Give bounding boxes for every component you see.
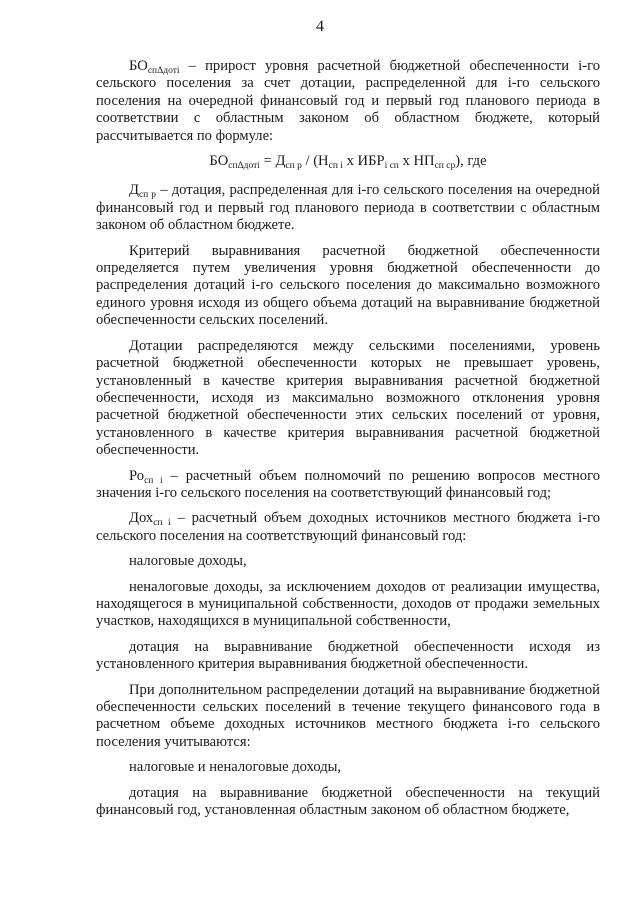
list-item-tax-revenue: налоговые доходы, (129, 553, 247, 570)
paragraph-criterion: Критерий выравнивания расчетной бюджетной обеспеченности определяется путем увеличения уровня бюджетной обеспеченности до распределения дотаций i-го сельского поселения до максимально возможного единого уровня исходя из общего объема дотаций на выравнивание бюджетной обеспеченности сельских поселений. (96, 242, 600, 329)
formula: $БО_{сп\Delta дотi} = Д_{сп р} / (Н_{сп i}$ х $ИБР_{i сп}$ х $НП_{сп ср}$), где (209, 153, 487, 172)
list-item-equalization-subsidy: дотация на выравнивание бюджетной обеспеченности исходя из установленного критерия выравнивания бюджетной обеспеченности. (96, 638, 600, 673)
paragraph-bo-increase-definition: $БО_{сп\Delta дотi}$ – прирост уровня расчетной бюджетной обеспеченности i-го сельского поселения за счет дотации, распределенной для i-го сельского поселения на очередной финансовый год и первый год планового периода в соответствии с областным законом об областном бюджете, который рассчитывается по формуле: (96, 58, 600, 144)
paragraph-additional-distribution: При дополнительном распределении дотаций на выравнивание бюджетной обеспеченности сельских поселений в течение текущего финансового года в расчетном объеме доходных источников местного бюджета i-го сельского поселения учитываются: (96, 681, 600, 750)
list-item-tax-and-non-tax-revenue: налоговые и неналоговые доходы, (129, 759, 342, 776)
list-item-non-tax-revenue: неналоговые доходы, за исключением доходов от реализации имущества, находящегося в муниципальной собственности, доходов от продажи земельных участков, находящихся в муниципальной собственности, (96, 578, 600, 630)
document-body (96, 58, 600, 827)
list-item-current-year-subsidy: дотация на выравнивание бюджетной обеспеченности на текущий финансовый год, установленная областным законом об областном бюджете, (96, 784, 600, 819)
paragraph-dox-definition: Дох$_{сп i}$ – расчетный объем доходных источников местного бюджета i-го сельского поселения на соответствующий финансовый год: (96, 510, 600, 544)
page-number: 4 (316, 18, 324, 35)
paragraph-subsidy-definition: $Д_{сп р}$ – дотация, распределенная для i-го сельского поселения на очередной финансовый год и первый год планового периода в соответствии с областным законом об областном бюджете. (96, 182, 600, 234)
paragraph-ro-definition: $Ро_{сп i}$ – расчетный объем полномочий по решению вопросов местного значения i-го сельского поселения на соответствующий финансовый год; (96, 467, 600, 501)
paragraph-distribution: Дотации распределяются между сельскими поселениями, уровень расчетной бюджетной обеспеченности которых не превышает уровень, установленный в качестве критерия выравнивания расчетной бюджетной обеспеченности, исходя из максимально возможного отклонения уровня расчетной бюджетной обеспеченности этих сельских поселений от уровня, установленного в качестве критерия выравнивания расчетной бюджетной обеспеченности. (96, 337, 600, 459)
